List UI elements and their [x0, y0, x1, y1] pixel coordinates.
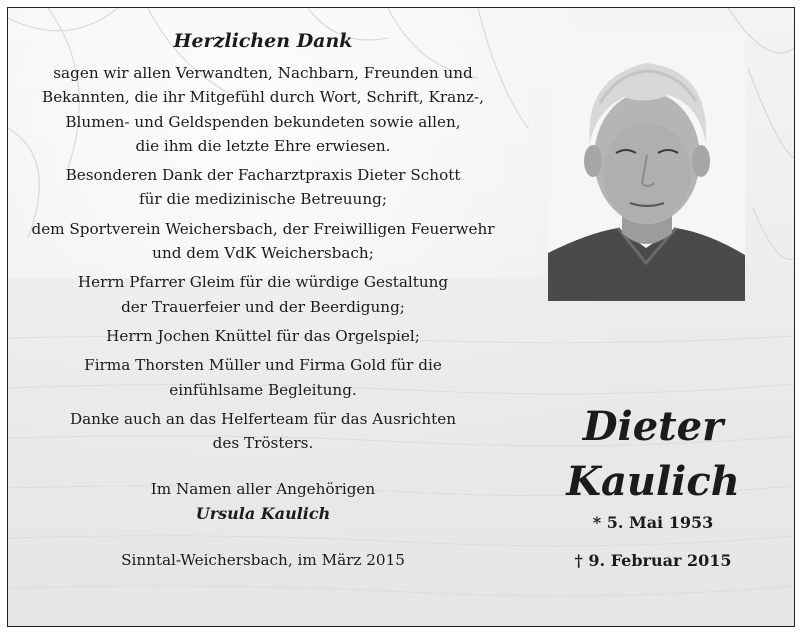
text-line: für die medizinische Betreuung; [139, 190, 387, 209]
thanks-paragraph [8, 163, 518, 212]
text-line: die ihm die letzte Ehre erwiesen. [135, 136, 391, 155]
thanks-paragraph [8, 407, 518, 456]
place-date: Sinntal-Weichersbach, im März 2015 [121, 551, 405, 570]
thanks-paragraph [8, 270, 518, 319]
portrait-photo [548, 33, 745, 301]
text-line: dem Sportverein Weichersbach, der Freiwilligen Feuerwehr [31, 219, 495, 238]
death-date: † 9. Februar 2015 [574, 551, 732, 570]
thanks-paragraph [8, 61, 518, 158]
text-line: der Trauerfeier und der Beerdigung; [121, 297, 405, 316]
text-line: einfühlsame Begleitung. [169, 380, 357, 399]
text-line: Besonderen Dank der Facharztpraxis Dieter Schott [65, 166, 461, 185]
text-line: sagen wir allen Verwandten, Nachbarn, Freunden und [53, 64, 473, 82]
thanks-paragraph [8, 353, 518, 402]
thanks-heading: Herzlichen Dank [173, 30, 353, 52]
text-line: Danke auch an das Helferteam für das Ausrichten [69, 409, 457, 428]
thanks-paragraph [8, 217, 518, 266]
text-line: des Trösters. [212, 434, 314, 453]
closing-line: Im Namen aller Angehörigen [150, 480, 376, 499]
birth-date: * 5. Mai 1953 [592, 513, 714, 532]
text-line: und dem VdK Weichersbach; [152, 244, 374, 263]
text-line: Herrn Jochen Knüttel für das Orgelspiel; [106, 326, 420, 345]
thanks-text [8, 30, 518, 569]
text-line: Firma Thorsten Müller und Firma Gold für die [84, 356, 442, 375]
signer-name: Ursula Kaulich [195, 504, 331, 524]
thanks-paragraph [8, 324, 518, 348]
text-line: Blumen- und Geldspenden bekundeten sowie allen, [65, 112, 461, 131]
text-line: Herrn Pfarrer Gleim für die würdige Gestaltung [77, 273, 449, 292]
text-line: Bekannten, die ihr Mitgefühl durch Wort, Schrift, Kranz-, [42, 88, 484, 107]
obituary-card [7, 7, 795, 627]
deceased-last-name: Kaulich [566, 458, 740, 505]
deceased-first-name: Dieter [582, 403, 724, 450]
